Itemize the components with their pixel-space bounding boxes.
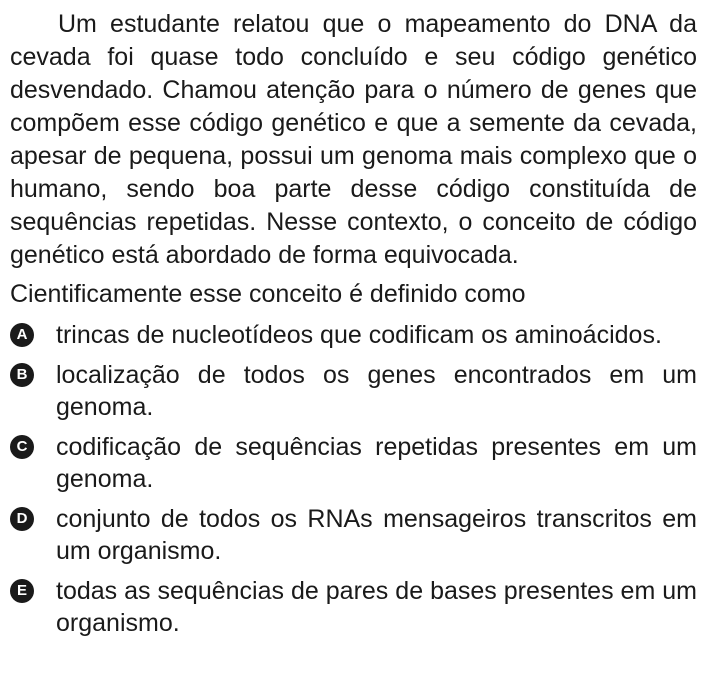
option-a-letter-badge: A	[10, 323, 34, 347]
option-a[interactable]	[10, 319, 697, 351]
option-b[interactable]	[10, 359, 697, 423]
option-d-text: conjunto de todos os RNAs mensageiros transcritos em um organismo.	[56, 505, 697, 565]
option-e[interactable]	[10, 575, 697, 639]
question-stem: Um estudante relatou que o mapeamento do DNA da cevada foi quase todo concluído e seu código genético desvendado. Chamou atenção para o número de genes que compõem esse código genético e que a semente da cevada, apesar de pequena, possui um genoma mais complexo que o humano, sendo boa parte desse código constituída de sequências repetidas. Nesse contexto, o conceito de código genético está abordado de forma equivocada.	[10, 10, 697, 269]
option-a-text: trincas de nucleotídeos que codificam os aminoácidos.	[56, 321, 662, 349]
option-c-text: codificação de sequências repetidas presentes em um genoma.	[56, 433, 697, 493]
option-d-letter-badge: D	[10, 507, 34, 531]
option-b-text: localização de todos os genes encontrados em um genoma.	[56, 361, 697, 421]
option-d[interactable]	[10, 503, 697, 567]
option-e-letter-badge: E	[10, 579, 34, 603]
question-prompt: Cientificamente esse conceito é definido como	[10, 280, 526, 308]
option-c[interactable]	[10, 431, 697, 495]
option-c-letter-badge: C	[10, 435, 34, 459]
option-b-letter-badge: B	[10, 363, 34, 387]
option-e-text: todas as sequências de pares de bases presentes em um organismo.	[56, 577, 697, 637]
answer-options	[10, 319, 697, 639]
